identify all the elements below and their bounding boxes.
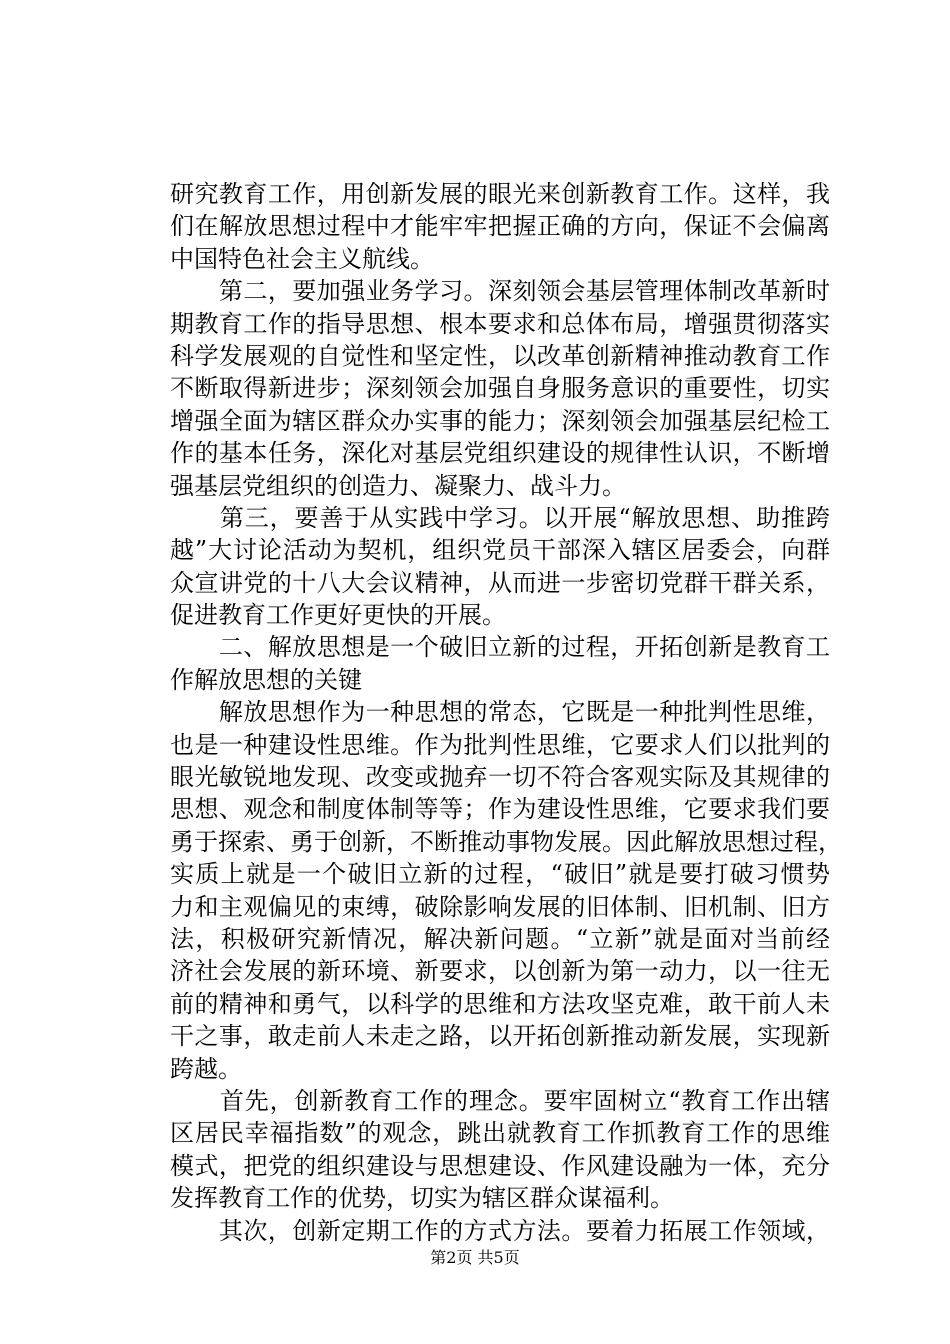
text-line: 模式，把党的组织建设与思想建设、作风建设融为一体，充分 bbox=[170, 1151, 830, 1180]
text-line: 区居民幸福指数”的观念，跳出就教育工作抓教育工作的思维 bbox=[170, 1119, 830, 1148]
text-line: 们在解放思想过程中才能牢牢把握正确的方向，保证不会偏离 bbox=[170, 212, 830, 241]
text-line: 研究教育工作，用创新发展的眼光来创新教育工作。这样，我 bbox=[170, 180, 830, 208]
text-line: 不断取得新进步；深刻领会加强自身服务意识的重要性，切实 bbox=[170, 374, 830, 403]
section-heading-line: 二、解放思想是一个破旧立新的过程，开拓创新是教育工 bbox=[170, 633, 830, 662]
document-body bbox=[170, 178, 842, 1247]
section-heading-line: 作解放思想的关键 bbox=[170, 665, 362, 694]
text-line: 众宣讲党的十八大会议精神，从而进一步密切党群干群关系， bbox=[170, 568, 830, 597]
text-line: 干之事，敢走前人未走之路，以开拓创新推动新发展，实现新 bbox=[170, 1022, 830, 1051]
text-line: 跨越。 bbox=[170, 1054, 242, 1083]
text-line: 增强全面为辖区群众办实事的能力；深刻领会加强基层纪检工 bbox=[170, 406, 830, 435]
page-number-footer: 第2页 共5页 bbox=[430, 1248, 520, 1267]
text-line: 发挥教育工作的优势，切实为辖区群众谋福利。 bbox=[170, 1184, 674, 1213]
text-line: 中国特色社会主义航线。 bbox=[170, 244, 434, 273]
text-line: 第三，要善于从实践中学习。以开展“解放思想、助推跨 bbox=[170, 503, 830, 532]
text-line: 勇于探索、勇于创新，不断推动事物发展。因此解放思想过程， bbox=[170, 827, 842, 856]
text-line: 前的精神和勇气，以科学的思维和方法攻坚克难，敢干前人未 bbox=[170, 989, 830, 1018]
text-line: 力和主观偏见的束缚，破除影响发展的旧体制、旧机制、旧方 bbox=[170, 892, 830, 921]
text-line: 科学发展观的自觉性和坚定性，以改革创新精神推动教育工作 bbox=[170, 341, 830, 370]
text-line: 眼光敏锐地发现、改变或抛弃一切不符合客观实际及其规律的 bbox=[170, 763, 830, 792]
text-line: 越”大讨论活动为契机，组织党员干部深入辖区居委会，向群 bbox=[170, 536, 830, 565]
text-line: 解放思想作为一种思想的常态，它既是一种批判性思维， bbox=[170, 698, 830, 727]
text-line: 思想、观念和制度体制等等；作为建设性思维，它要求我们要 bbox=[170, 795, 830, 824]
text-line: 第二，要加强业务学习。深刻领会基层管理体制改革新时 bbox=[170, 277, 830, 306]
text-line: 促进教育工作更好更快的开展。 bbox=[170, 601, 506, 630]
text-line: 实质上就是一个破旧立新的过程，“破旧”就是要打破习惯势 bbox=[170, 860, 830, 889]
text-line: 济社会发展的新环境、新要求，以创新为第一动力，以一往无 bbox=[170, 957, 830, 986]
text-line: 作的基本任务，深化对基层党组织建设的规律性认识，不断增 bbox=[170, 439, 830, 468]
text-line: 法，积极研究新情况，解决新问题。“立新”就是面对当前经 bbox=[170, 924, 830, 953]
text-line: 强基层党组织的创造力、凝聚力、战斗力。 bbox=[170, 471, 626, 500]
text-line: 其次，创新定期工作的方式方法。要着力拓展工作领域， bbox=[170, 1216, 830, 1245]
text-line: 也是一种建设性思维。作为批判性思维，它要求人们以批判的 bbox=[170, 730, 830, 759]
text-line: 期教育工作的指导思想、根本要求和总体布局，增强贯彻落实 bbox=[170, 309, 830, 338]
text-line: 首先，创新教育工作的理念。要牢固树立“教育工作出辖 bbox=[170, 1086, 830, 1115]
